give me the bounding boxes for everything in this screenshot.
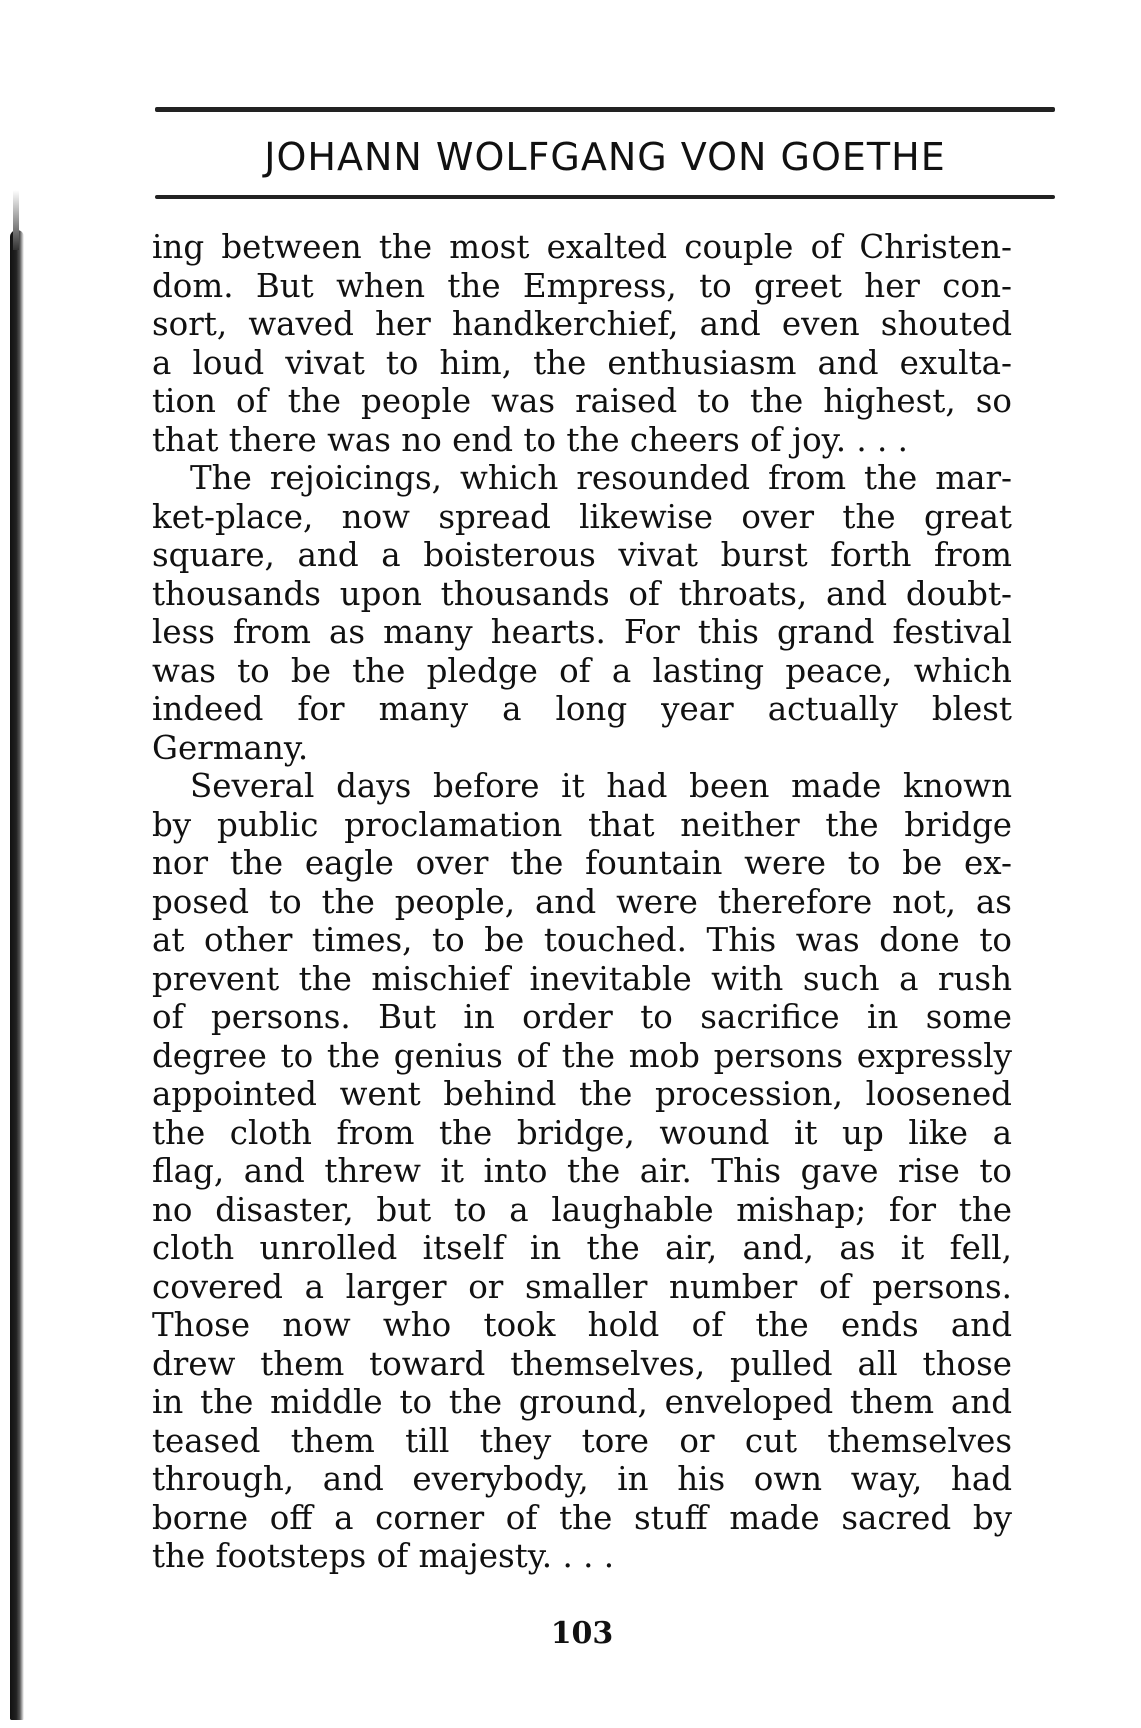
text-line: Several days before it had been made known (190, 767, 1012, 805)
text-line: nor the eagle over the fountain were to be ex- (152, 844, 1012, 882)
text-line: sort, waved her handkerchief, and even shouted (152, 305, 1012, 343)
text-line: no disaster, but to a laughable mishap; for the (152, 1190, 1012, 1229)
header-rule-top (155, 107, 1055, 112)
text-line: in the middle to the ground, enveloped them and (152, 1383, 1012, 1421)
text-line: appointed went behind the procession, loosened (152, 1075, 1012, 1113)
body-text (152, 228, 1012, 1576)
text-line: a loud vivat to him, the enthusiasm and exulta- (152, 343, 1012, 382)
page-binding-edge (10, 230, 24, 1720)
text-line: that there was no end to the cheers of joy. . . . (152, 420, 909, 459)
text-line: by public proclamation that neither the bridge (152, 805, 1012, 844)
text-line: borne off a corner of the stuff made sacred by (152, 1498, 1012, 1537)
text-line: drew them toward themselves, pulled all those (152, 1344, 1012, 1383)
text-line: the cloth from the bridge, wound it up like a (152, 1113, 1012, 1152)
text-line: tion of the people was raised to the highest, so (152, 382, 1012, 420)
text-line: thousands upon thousands of throats, and doubt- (152, 574, 1012, 613)
text-line: less from as many hearts. For this grand festival (152, 613, 1012, 651)
text-line: of persons. But in order to sacrifice in some (152, 998, 1012, 1036)
text-line: posed to the people, and were therefore not, as (152, 882, 1012, 921)
text-line: The rejoicings, which resounded from the mar- (190, 459, 1012, 497)
text-line: indeed for many a long year actually blest (152, 690, 1012, 728)
text-line: square, and a boisterous vivat burst forth from (152, 536, 1012, 574)
text-line: the footsteps of majesty. . . . (152, 1537, 615, 1575)
text-line: degree to the genius of the mob persons expressly (152, 1036, 1012, 1075)
text-line: at other times, to be touched. This was done to (152, 921, 1012, 959)
text-line: through, and everybody, in his own way, had (152, 1460, 1012, 1498)
running-head-title: JOHANN WOLFGANG VON GOETHE (264, 135, 946, 179)
text-line: Those now who took hold of the ends and (152, 1306, 1012, 1344)
text-line: was to be the pledge of a lasting peace, which (152, 651, 1012, 690)
text-line: teased them till they tore or cut themselves (152, 1421, 1012, 1460)
text-line: flag, and threw it into the air. This gave rise to (152, 1152, 1012, 1190)
text-line: ing between the most exalted couple of Christen- (152, 228, 1012, 266)
text-line: Germany. (152, 728, 309, 767)
text-line: ket-place, now spread likewise over the great (152, 497, 1012, 536)
header-rule-bottom (155, 195, 1055, 199)
text-line: cloth unrolled itself in the air, and, as it fell, (152, 1229, 1012, 1267)
page-number: 103 (550, 1616, 614, 1651)
text-line: covered a larger or smaller number of persons. (152, 1267, 1012, 1306)
text-line: prevent the mischief inevitable with such a rush (152, 959, 1012, 998)
text-line: dom. But when the Empress, to greet her con- (152, 266, 1012, 305)
